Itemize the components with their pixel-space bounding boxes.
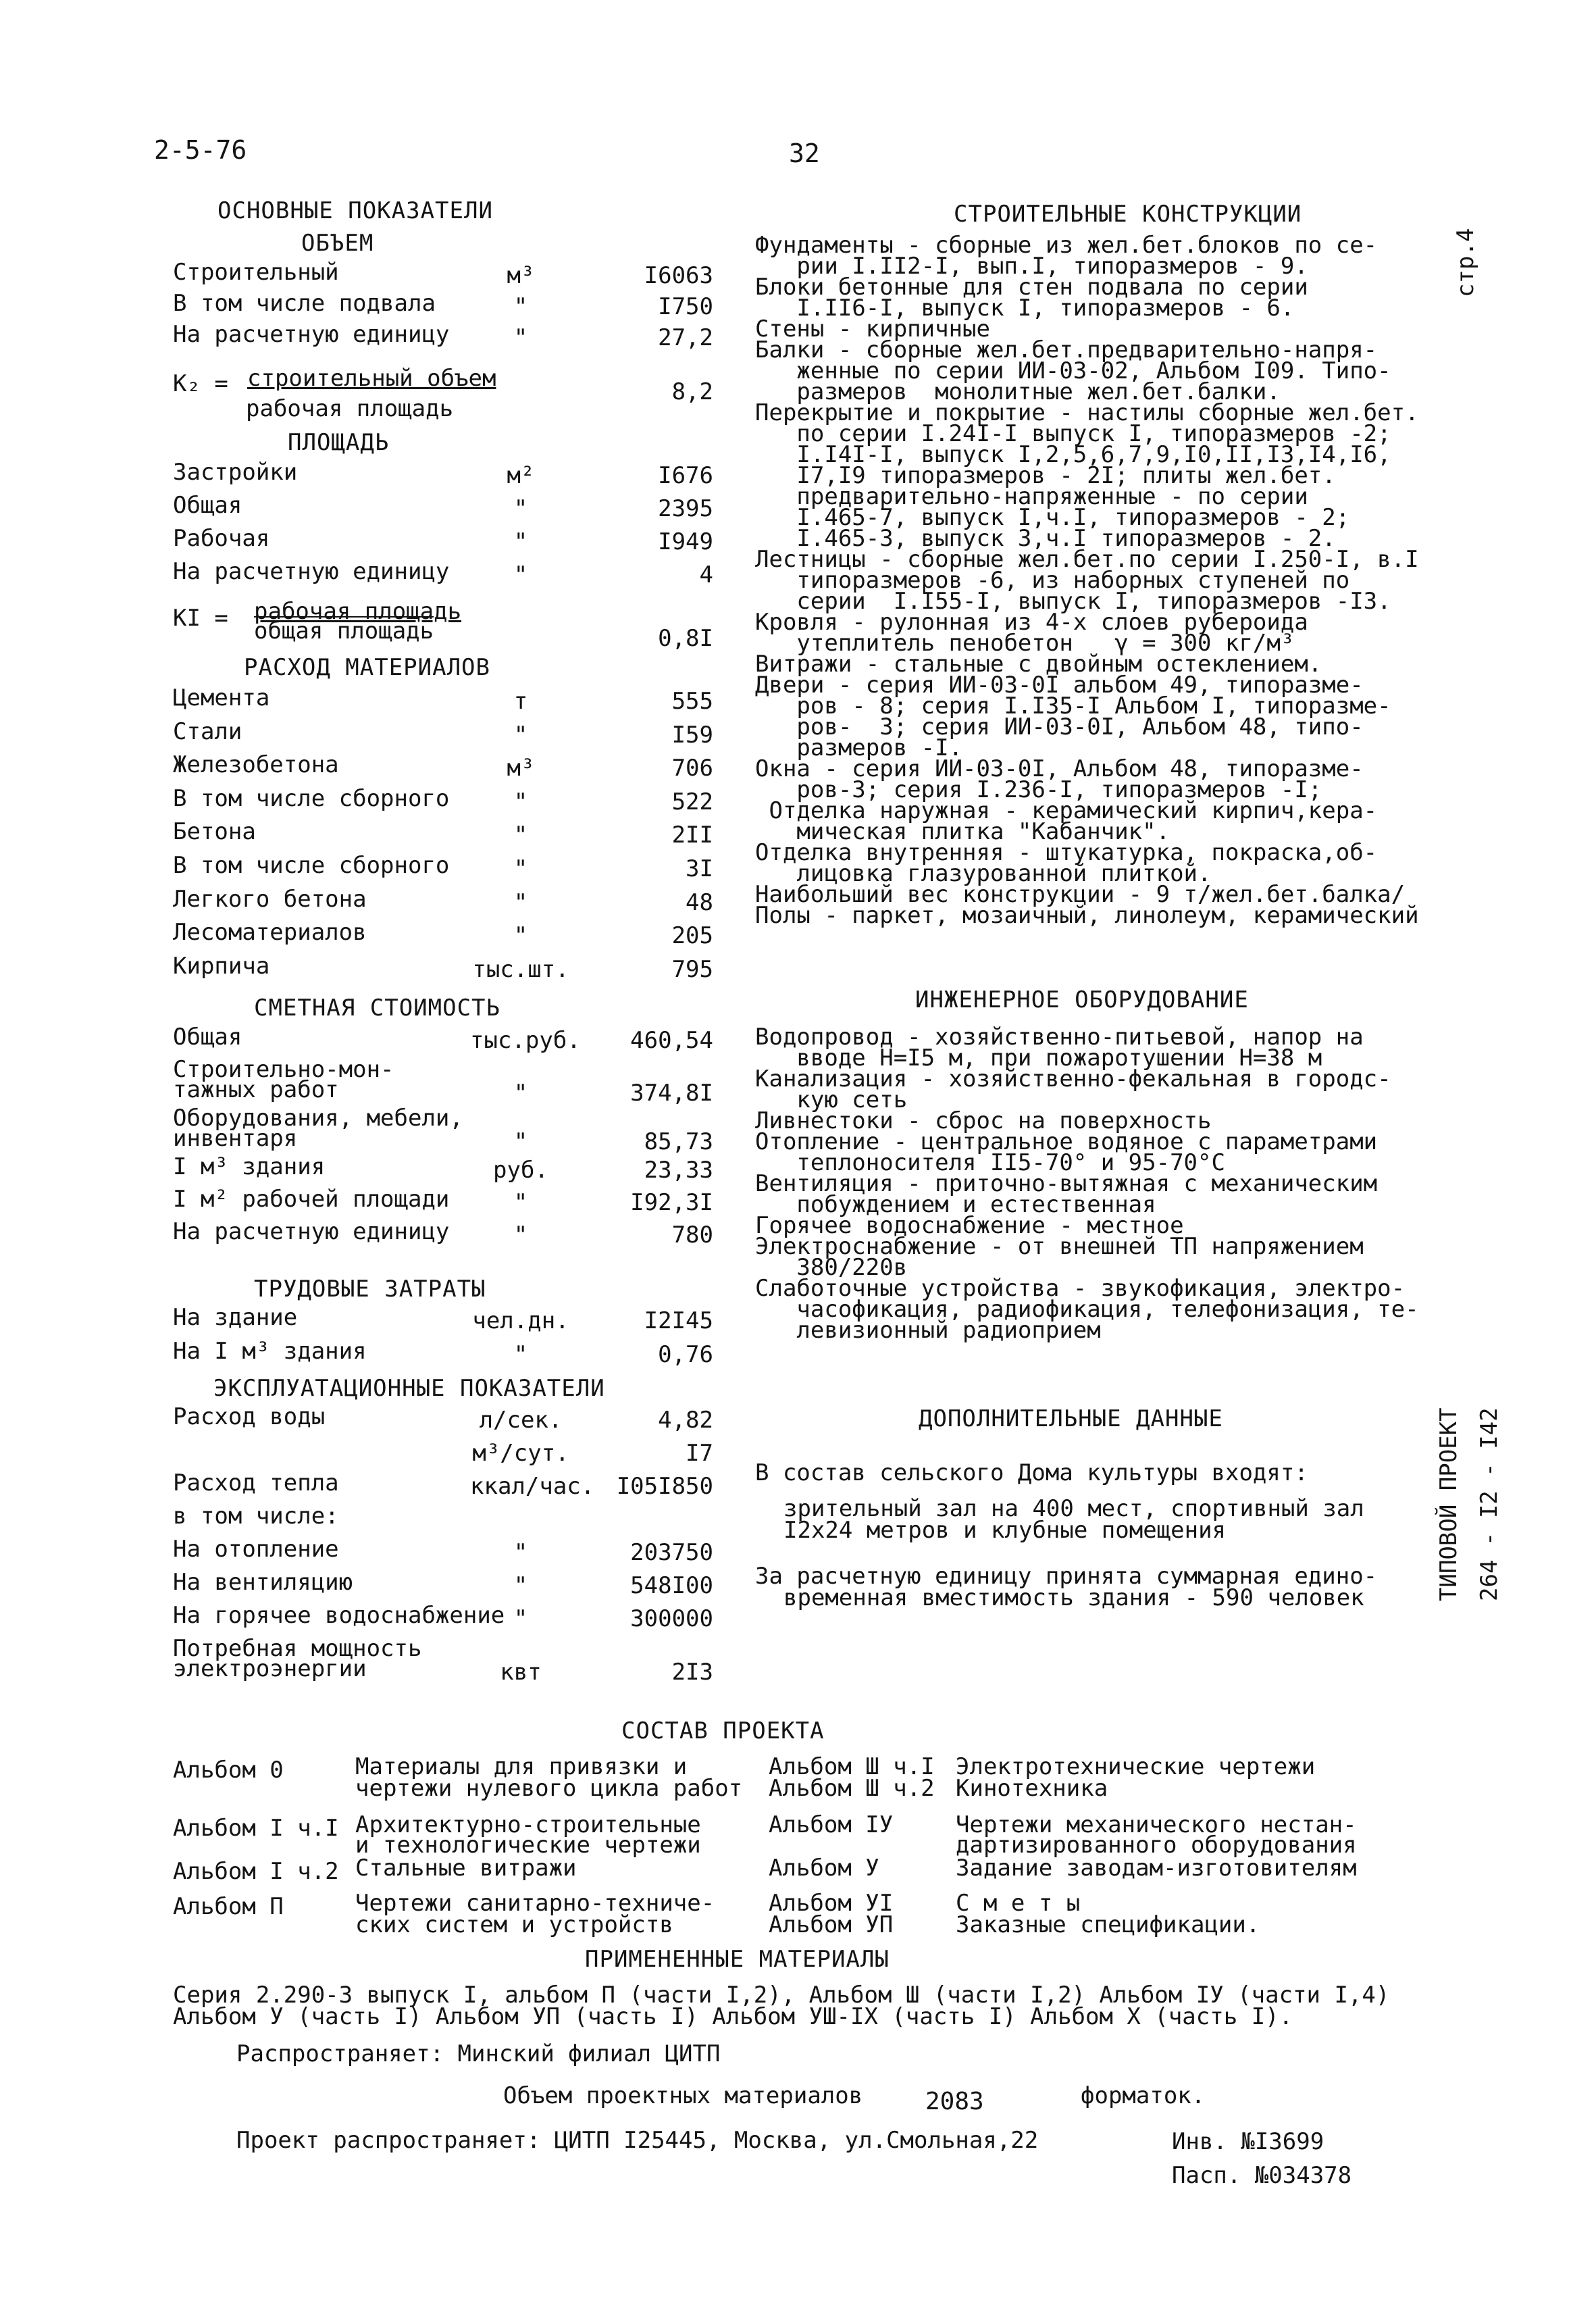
materials-used-line-1: Серия 2.290-3 выпуск I, альбом П (части I,2), Альбом Ш (части I,2) Альбом IУ (части I,4) <box>173 1982 1390 2009</box>
indicator-unit: м² <box>507 462 535 489</box>
k1-numerator: рабочая площадь <box>254 598 462 625</box>
indicator-value: 85,73 <box>644 1128 713 1155</box>
text-line: типоразмеров -6, из наборных ступеней по <box>755 567 1350 594</box>
indicator-value: 27,2 <box>658 324 713 351</box>
comp-right-album-3b: Альбом УП <box>769 1911 894 1938</box>
materials-title: РАСХОД МАТЕРИАЛОВ <box>244 654 490 681</box>
indicator-unit: т <box>513 688 528 715</box>
text-line: кую сеть <box>755 1086 908 1113</box>
indicator-unit: " <box>513 1222 528 1249</box>
indicator-row <box>173 492 713 528</box>
indicator-value: 205 <box>671 922 713 950</box>
indicator-unit: руб. <box>493 1157 548 1184</box>
text-line: Отопление - центральное водяное с параметрами <box>755 1128 1378 1155</box>
text-line: рии I.II2-I, вып.I, типоразмеров - 9. <box>755 253 1308 280</box>
indicator-value: 4,82 <box>658 1407 713 1434</box>
indicator-label: Расход воды <box>173 1403 326 1430</box>
area-title: ПЛОЩАДЬ <box>288 429 390 456</box>
indicator-label: В том числе сборного <box>173 852 450 879</box>
text-line: Фундаменты - сборные из жел.бет.блоков по се- <box>755 232 1378 259</box>
indicator-unit: м³ <box>507 755 535 782</box>
text-line: Слаботочные устройства - звукофикация, электро- <box>755 1275 1406 1302</box>
comp-left-desc-1b: и технологические чертежи <box>355 1832 701 1859</box>
indicator-label: На горячее водоснабжение <box>173 1602 505 1629</box>
operation-title: ЭКСПЛУАТАЦИОННЫЕ ПОКАЗАТЕЛИ <box>213 1375 605 1402</box>
indicator-row <box>173 852 713 888</box>
text-line: размеров монолитные жел.бет.балки. <box>755 378 1281 405</box>
text-line: Полы - паркет, мозаичный, линолеум, керамический <box>755 902 1419 929</box>
indicator-value: I676 <box>658 462 713 489</box>
additional-intro: В состав сельского Дома культуры входят: <box>755 1459 1308 1486</box>
indicator-label: На расчетную единицу <box>173 558 450 585</box>
text-line: Кровля - рулонная из 4-х слоев рубероида <box>755 609 1308 636</box>
comp-right-album-0a: Альбом Ш ч.I <box>769 1753 935 1780</box>
text-line: Вентиляция - приточно-вытяжная с механическим <box>755 1170 1378 1197</box>
comp-right-desc-1a: Чертежи механического нестан- <box>956 1811 1357 1838</box>
indicator-row <box>173 885 713 922</box>
indicator-value: 3I <box>686 855 713 882</box>
text-line: часофикация, радиофикация, телефонизация, те- <box>755 1296 1419 1323</box>
text-line: ров - 8; серия I.I35-I Альбом I, типоразме- <box>755 693 1391 720</box>
k2-denominator: рабочая площадь <box>246 395 454 422</box>
indicator-value: I05I850 <box>616 1473 713 1500</box>
side-page-label: стр.4 <box>1452 228 1479 297</box>
indicator-value: 555 <box>671 688 713 715</box>
indicator-unit: м³ <box>507 262 535 289</box>
indicator-label: В том числе сборного <box>173 784 450 812</box>
indicator-value: I7 <box>686 1440 713 1467</box>
text-line: теплоносителя II5-70° и 95-70°С <box>755 1149 1225 1176</box>
text-line: Блоки бетонные для стен подвала по серии <box>755 274 1308 301</box>
distributor-branch: Распространяет: Минский филиал ЦИТП <box>236 2040 721 2067</box>
engineering-text <box>755 1024 1437 1344</box>
text-line: Витражи - стальные с двойным остеклением. <box>755 651 1322 678</box>
indicator-value: 374,8I <box>630 1080 713 1107</box>
indicator-row <box>173 1105 713 1155</box>
indicator-label: Потребная мощность электроэнергии <box>173 1635 422 1682</box>
text-line: I7,I9 типоразмеров - 2I; плиты жел.бет. <box>755 462 1336 489</box>
text-line: женные по серии ИИ-03-02, Альбом I09. Типо- <box>755 357 1391 384</box>
k1-value: 0,8I <box>658 625 713 652</box>
indicator-value: I6063 <box>644 262 713 289</box>
indicator-unit: " <box>513 1189 528 1216</box>
indicator-value: 780 <box>671 1222 713 1249</box>
indicator-unit: тыс.шт. <box>472 955 569 983</box>
additional-title: ДОПОЛНИТЕЛЬНЫЕ ДАННЫЕ <box>919 1405 1223 1432</box>
indicator-value: I750 <box>658 293 713 320</box>
comp-left-album-1: Альбом I ч.I <box>173 1815 339 1842</box>
text-line: ров-3; серия I.236-I, типоразмеров -I; <box>755 776 1322 803</box>
labor-title: ТРУДОВЫЕ ЗАТРАТЫ <box>254 1276 486 1303</box>
indicator-unit: " <box>513 888 528 916</box>
indicator-row <box>173 459 713 495</box>
comp-left-desc-2a: Стальные витражи <box>355 1855 577 1882</box>
indicator-row <box>173 1304 713 1340</box>
k2-value: 8,2 <box>671 378 713 405</box>
k1-symbol: КI = <box>173 605 228 632</box>
text-line: вводе Н=I5 м, при пожаротушении Н=38 м <box>755 1045 1322 1072</box>
page-number: 32 <box>789 139 820 168</box>
indicator-label: Общая <box>173 492 242 519</box>
k2-numerator: строительный объем <box>247 365 496 392</box>
passport-number: Пасп. №034378 <box>1172 2162 1352 2189</box>
indicator-row <box>173 919 713 955</box>
indicator-label: Строительный <box>173 259 339 286</box>
side-project-code: 264 - I2 - I42 <box>1476 1407 1503 1601</box>
indicator-unit: " <box>513 1341 528 1368</box>
text-line: Наибольший вес конструкции - 9 т/жел.бет.балка/ <box>755 881 1406 908</box>
comp-right-album-3a: Альбом УI <box>769 1890 894 1917</box>
constructions-title: СТРОИТЕЛЬНЫЕ КОНСТРУКЦИИ <box>954 201 1302 228</box>
indicator-row <box>173 1536 713 1571</box>
indicator-label: в том числе: <box>173 1503 339 1530</box>
text-line: Перекрытие и покрытие - настилы сборные жел.бет. <box>755 399 1419 426</box>
side-project-title: ТИПОВОЙ ПРОЕКТ <box>1435 1407 1462 1601</box>
indicator-row <box>173 1338 713 1374</box>
indicator-label: На отопление <box>173 1536 339 1563</box>
indicator-unit: чел.дн. <box>472 1307 569 1334</box>
indicator-label: На здание <box>173 1304 298 1331</box>
volume-unit: форматок. <box>1081 2082 1206 2109</box>
indicators-title: ОСНОВНЫЕ ПОКАЗАТЕЛИ <box>217 197 493 224</box>
text-line: ров- 3; серия ИИ-03-0I, Альбом 48, типо- <box>755 713 1364 740</box>
text-line: I.I4I-I, выпуск I,2,5,6,7,9,I0,II,I3,I4,I6, <box>755 441 1391 468</box>
indicator-unit: тыс.руб. <box>470 1027 581 1054</box>
comp-left-desc-0a: Материалы для привязки и <box>355 1753 688 1780</box>
composition-title: СОСТАВ ПРОЕКТА <box>621 1717 825 1744</box>
indicator-unit: " <box>513 1080 528 1107</box>
k1-denominator: общая площадь <box>254 618 434 645</box>
indicator-row <box>173 718 713 754</box>
indicator-row <box>173 1440 713 1472</box>
additional-rooms-2: I2x24 метров и клубные помещения <box>783 1517 1227 1544</box>
text-line: Окна - серия ИИ-03-0I, Альбом 48, типоразме- <box>755 755 1364 782</box>
indicator-label: Лесоматериалов <box>173 919 367 947</box>
indicator-label: Строительно-мон- тажных работ <box>173 1056 394 1103</box>
indicator-label: Стали <box>173 718 242 745</box>
indicator-value: I92,3I <box>630 1189 713 1216</box>
comp-left-desc-3a: Чертежи санитарно-техниче- <box>355 1890 715 1917</box>
indicator-row <box>173 751 713 787</box>
comp-right-desc-0a: Электротехнические чертежи <box>956 1753 1316 1780</box>
indicator-unit: " <box>513 922 528 950</box>
text-line: I.465-3, выпуск 3,ч.I типоразмеров - 2. <box>755 525 1336 552</box>
indicator-value: I949 <box>658 528 713 555</box>
comp-left-album-0: Альбом 0 <box>173 1757 284 1784</box>
indicator-row <box>173 1602 713 1638</box>
indicator-label: Железобетона <box>173 751 339 779</box>
indicator-row <box>173 952 713 988</box>
indicator-row <box>173 321 713 357</box>
indicator-unit: " <box>513 822 528 849</box>
comp-right-desc-3a: С м е т ы <box>956 1890 1081 1917</box>
indicator-row <box>173 1403 713 1439</box>
indicator-label: Рабочая <box>173 525 270 552</box>
volume-title: ОБЪЕМ <box>301 230 374 257</box>
comp-left-album-2: Альбом I ч.2 <box>173 1858 339 1885</box>
indicator-label: I м² рабочей площади <box>173 1186 450 1213</box>
indicator-unit: " <box>513 528 528 555</box>
indicator-value: 460,54 <box>630 1027 713 1054</box>
text-line: Электроснабжение - от внешней ТП напряжением <box>755 1233 1364 1260</box>
indicator-unit: " <box>513 1572 528 1599</box>
text-line: предварительно-напряженные - по серии <box>755 483 1308 510</box>
indicator-unit: " <box>513 788 528 815</box>
text-line: лицовка глазурованной плиткой. <box>755 860 1212 887</box>
additional-capacity-2: временная вместимость здания - 590 человек <box>783 1584 1364 1611</box>
indicator-value: 203750 <box>630 1539 713 1566</box>
indicator-value: 48 <box>686 888 713 916</box>
text-line: I.465-7, выпуск I,ч.I, типоразмеров - 2; <box>755 504 1350 531</box>
indicator-row <box>173 1056 713 1107</box>
comp-right-desc-3b: Заказные спецификации. <box>956 1911 1260 1938</box>
indicator-row <box>173 1503 713 1538</box>
comp-left-album-3: Альбом П <box>173 1893 284 1920</box>
indicator-label: Расход тепла <box>173 1469 339 1496</box>
volume-value: 2083 <box>925 2088 984 2115</box>
engineering-title: ИНЖЕНЕРНОЕ ОБОРУДОВАНИЕ <box>915 986 1249 1013</box>
text-line: Отделка наружная - керамический кирпич,кера- <box>755 797 1378 824</box>
text-line: утеплитель пенобетон γ = 300 кг/м³ <box>755 630 1295 657</box>
indicator-value: 4 <box>699 561 713 588</box>
indicator-unit: м³/сут. <box>472 1440 569 1467</box>
indicator-label: Цемента <box>173 684 270 711</box>
materials-used-title: ПРИМЕНЕННЫЕ МАТЕРИАЛЫ <box>585 1946 890 1973</box>
indicator-row <box>173 1569 713 1605</box>
indicator-unit: " <box>513 561 528 588</box>
indicator-value: 0,76 <box>658 1341 713 1368</box>
volume-label: Объем проектных материалов <box>503 2082 863 2109</box>
text-line: Водопровод - хозяйственно-питьевой, напор на <box>755 1024 1364 1051</box>
indicator-unit: ккал/час. <box>470 1473 595 1500</box>
comp-right-desc-1b: дартизированного оборудования <box>956 1832 1357 1859</box>
indicator-unit: квт <box>500 1659 542 1686</box>
indicator-row <box>173 558 713 594</box>
text-line: Двери - серия ИИ-03-0I альбом 49, типоразме- <box>755 672 1364 699</box>
indicator-unit: " <box>513 855 528 882</box>
indicator-label: I м³ здания <box>173 1153 326 1180</box>
indicator-value: 2395 <box>658 495 713 522</box>
comp-right-desc-2a: Задание заводам-изготовителям <box>956 1855 1357 1882</box>
indicator-label: На расчетную единицу <box>173 1218 450 1245</box>
text-line: Отделка внутренняя - штукатурка, покраска,об- <box>755 839 1378 866</box>
indicator-label: В том числе подвала <box>173 290 436 317</box>
indicator-label: На I м³ здания <box>173 1338 367 1365</box>
additional-rooms-1: зрительный зал на 400 мест, спортивный зал <box>783 1495 1364 1522</box>
indicator-value: 23,33 <box>644 1157 713 1184</box>
indicator-unit: " <box>513 721 528 749</box>
text-line: 380/220в <box>755 1254 908 1281</box>
comp-right-album-1a: Альбом IУ <box>769 1811 894 1838</box>
indicator-value: 2II <box>671 822 713 849</box>
comp-left-desc-0b: чертежи нулевого цикла работ <box>355 1775 743 1802</box>
constructions-text <box>755 232 1437 929</box>
indicator-label: На вентиляцию <box>173 1569 353 1596</box>
text-line: Ливнестоки - сброс на поверхность <box>755 1107 1212 1134</box>
text-line: Балки - сборные жел.бет.предварительно-напря- <box>755 336 1378 363</box>
indicator-row <box>173 525 713 561</box>
indicator-unit: " <box>513 293 528 320</box>
document-code: 2-5-76 <box>154 135 247 165</box>
text-line: по серии I.24I-I выпуск I, типоразмеров -2; <box>755 420 1391 447</box>
text-line: I.II6-I, выпуск I, типоразмеров - 6. <box>755 295 1295 322</box>
indicator-unit: " <box>513 324 528 351</box>
indicator-label: Оборудования, мебели, инвентаря <box>173 1105 463 1152</box>
indicator-value: I2I45 <box>644 1307 713 1334</box>
main-indicators <box>173 0 713 1757</box>
indicator-row <box>173 1153 713 1189</box>
k2-symbol: К₂ = <box>173 370 228 397</box>
indicator-value: 706 <box>671 755 713 782</box>
indicator-label: На расчетную единицу <box>173 321 450 348</box>
indicator-unit: " <box>513 495 528 522</box>
indicator-row <box>173 1218 713 1254</box>
materials-used-line-2: Альбом У (часть I) Альбом УП (часть I) Альбом УШ-IX (часть I) Альбом X (часть I). <box>173 2003 1293 2030</box>
text-line: Горячее водоснабжение - местное <box>755 1212 1184 1239</box>
comp-right-album-2a: Альбом У <box>769 1855 879 1882</box>
indicator-row <box>173 684 713 720</box>
indicator-value: I59 <box>671 721 713 749</box>
comp-left-desc-1a: Архитектурно-строительные <box>355 1811 701 1838</box>
indicator-row <box>173 1469 713 1505</box>
text-line: левизионный радиоприем <box>755 1317 1101 1344</box>
indicator-row <box>173 818 713 854</box>
additional-capacity-1: За расчетную единицу принята суммарная едино- <box>755 1563 1378 1590</box>
indicator-label: Застройки <box>173 459 298 486</box>
indicator-row <box>173 1024 713 1059</box>
indicator-value: 795 <box>671 955 713 983</box>
distributor-address: Проект распространяет: ЦИТП I25445, Москва, ул.Смольная,22 <box>236 2127 1039 2154</box>
indicator-label: Легкого бетона <box>173 885 367 913</box>
cost-title: СМЕТНАЯ СТОИМОСТЬ <box>254 995 500 1022</box>
text-line: серии I.I55-I, выпуск I, типоразмеров -I3. <box>755 588 1391 615</box>
indicator-row <box>173 784 713 821</box>
text-line: размеров -I. <box>755 734 963 761</box>
text-line: побуждением и естественная <box>755 1191 1156 1218</box>
indicator-value: 548I00 <box>630 1572 713 1599</box>
text-line: Канализация - хозяйственно-фекальная в городс- <box>755 1065 1391 1092</box>
indicator-label: Бетона <box>173 818 256 846</box>
comp-left-desc-3b: ских систем и устройств <box>355 1911 673 1938</box>
indicator-label: Общая <box>173 1024 242 1051</box>
indicator-row <box>173 1635 713 1686</box>
indicator-unit: " <box>513 1128 528 1155</box>
indicator-label: Кирпича <box>173 952 270 980</box>
text-line: Стены - кирпичные <box>755 316 990 343</box>
text-line: мическая плитка "Кабанчик". <box>755 818 1170 845</box>
indicator-unit: " <box>513 1605 528 1632</box>
indicator-unit: л/сек. <box>479 1407 563 1434</box>
inventory-number: Инв. №I3699 <box>1172 2128 1324 2155</box>
indicator-row <box>173 1186 713 1222</box>
indicator-unit: " <box>513 1539 528 1566</box>
comp-right-album-0b: Альбом Ш ч.2 <box>769 1775 935 1802</box>
indicator-value: 2I3 <box>671 1659 713 1686</box>
indicator-value: 300000 <box>630 1605 713 1632</box>
text-line: Лестницы - сборные жел.бет.по серии I.250-I, в.I <box>755 546 1419 573</box>
comp-right-desc-0b: Кинотехника <box>956 1775 1108 1802</box>
indicator-value: 522 <box>671 788 713 815</box>
